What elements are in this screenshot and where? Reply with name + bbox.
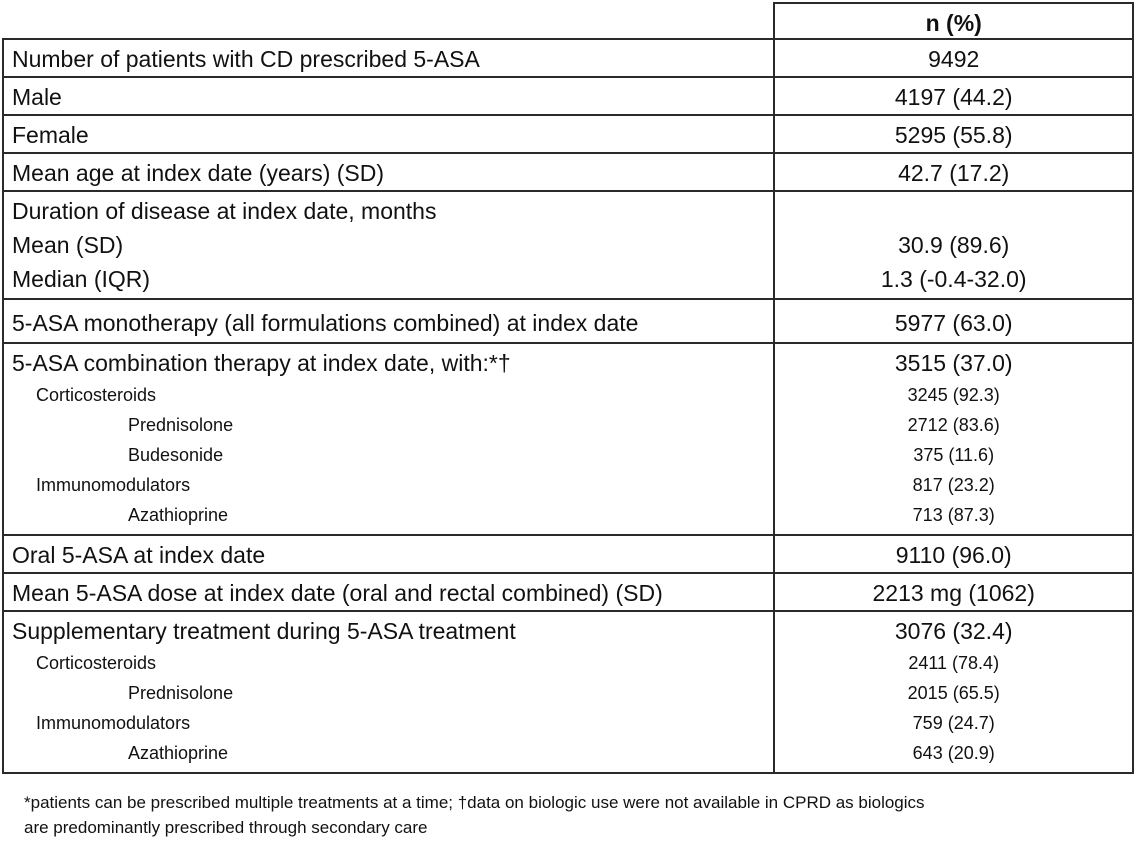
sub-row-value: 375 (11.6) xyxy=(913,445,995,465)
row-value: 9110 (96.0) xyxy=(895,542,1012,568)
row-label: Number of patients with CD prescribed 5-ASA xyxy=(12,46,480,72)
sub-row-label: Azathioprine xyxy=(128,743,229,763)
header-n-percent-cell xyxy=(774,3,1133,39)
sub-row-value: 713 (87.3) xyxy=(912,505,995,525)
row-value: 3515 (37.0) xyxy=(894,350,1013,376)
sub-row-value: 2712 (83.6) xyxy=(907,415,1000,435)
table-row xyxy=(3,77,1133,115)
sub-row-label: Corticosteroids xyxy=(36,653,157,673)
row-value: 42.7 (17.2) xyxy=(898,160,1010,186)
table-header-row xyxy=(3,3,1133,39)
row-label: Duration of disease at index date, months xyxy=(12,198,437,224)
row-value-mean: 30.9 (89.6) xyxy=(898,232,1010,258)
sub-row-label: Immunomodulators xyxy=(36,475,191,495)
footnote-line-2: are predominantly prescribed through secondary care xyxy=(24,818,428,837)
row-sublabel-mean: Mean (SD) xyxy=(12,232,124,258)
table-row-duration xyxy=(3,191,1133,299)
sub-row-label: Immunomodulators xyxy=(36,713,191,733)
table-row xyxy=(3,115,1133,153)
table-row xyxy=(3,535,1133,573)
sub-row-value: 817 (23.2) xyxy=(912,475,995,495)
row-value-median: 1.3 (-0.4-32.0) xyxy=(880,266,1027,292)
sub-row-value: 2015 (65.5) xyxy=(907,683,1000,703)
table-row xyxy=(3,299,1133,343)
row-label: Supplementary treatment during 5-ASA treatment xyxy=(12,618,516,644)
sub-row-value: 2411 (78.4) xyxy=(908,653,1000,673)
table-row xyxy=(3,153,1133,191)
table-row xyxy=(3,573,1133,611)
sub-row-label: Prednisolone xyxy=(128,415,234,435)
row-value: 2213 mg (1062) xyxy=(872,580,1035,606)
sub-row-label: Azathioprine xyxy=(128,505,229,525)
row-label: Male xyxy=(12,84,62,110)
row-label: Mean age at index date (years) (SD) xyxy=(12,160,385,186)
sub-row-label: Corticosteroids xyxy=(36,385,157,405)
row-value: 5977 (63.0) xyxy=(894,310,1013,336)
row-value: 4197 (44.2) xyxy=(894,84,1013,110)
header-empty-cell xyxy=(3,3,774,39)
row-value: 3076 (32.4) xyxy=(894,618,1013,644)
row-label: Mean 5-ASA dose at index date (oral and rectal combined) (SD) xyxy=(12,580,663,606)
sub-row-value: 3245 (92.3) xyxy=(907,385,1000,405)
footnote-line-1: *patients can be prescribed multiple treatments at a time; †data on biologic use were not available in CPRD as biologics xyxy=(24,793,925,812)
sub-row-value: 759 (24.7) xyxy=(912,713,995,733)
data-table-container xyxy=(2,2,1134,774)
row-label: Oral 5-ASA at index date xyxy=(12,542,266,568)
patient-characteristics-table xyxy=(2,2,1134,774)
sub-row-value: 643 (20.9) xyxy=(912,743,995,763)
table-row xyxy=(3,39,1133,77)
sub-row-label: Budesonide xyxy=(128,445,224,465)
row-sublabel-median: Median (IQR) xyxy=(12,266,151,292)
row-label: 5-ASA monotherapy (all formulations combined) at index date xyxy=(12,310,639,336)
sub-row-label: Prednisolone xyxy=(128,683,234,703)
row-value: 5295 (55.8) xyxy=(894,122,1013,148)
table-row-combination xyxy=(3,343,1133,535)
row-label: Female xyxy=(12,122,89,148)
table-footnote xyxy=(24,790,1124,840)
row-label: 5-ASA combination therapy at index date, with:*† xyxy=(12,350,511,376)
table-row-supplementary xyxy=(3,611,1133,773)
column-header-n-percent: n (%) xyxy=(925,10,982,36)
row-value: 9492 xyxy=(928,46,980,72)
